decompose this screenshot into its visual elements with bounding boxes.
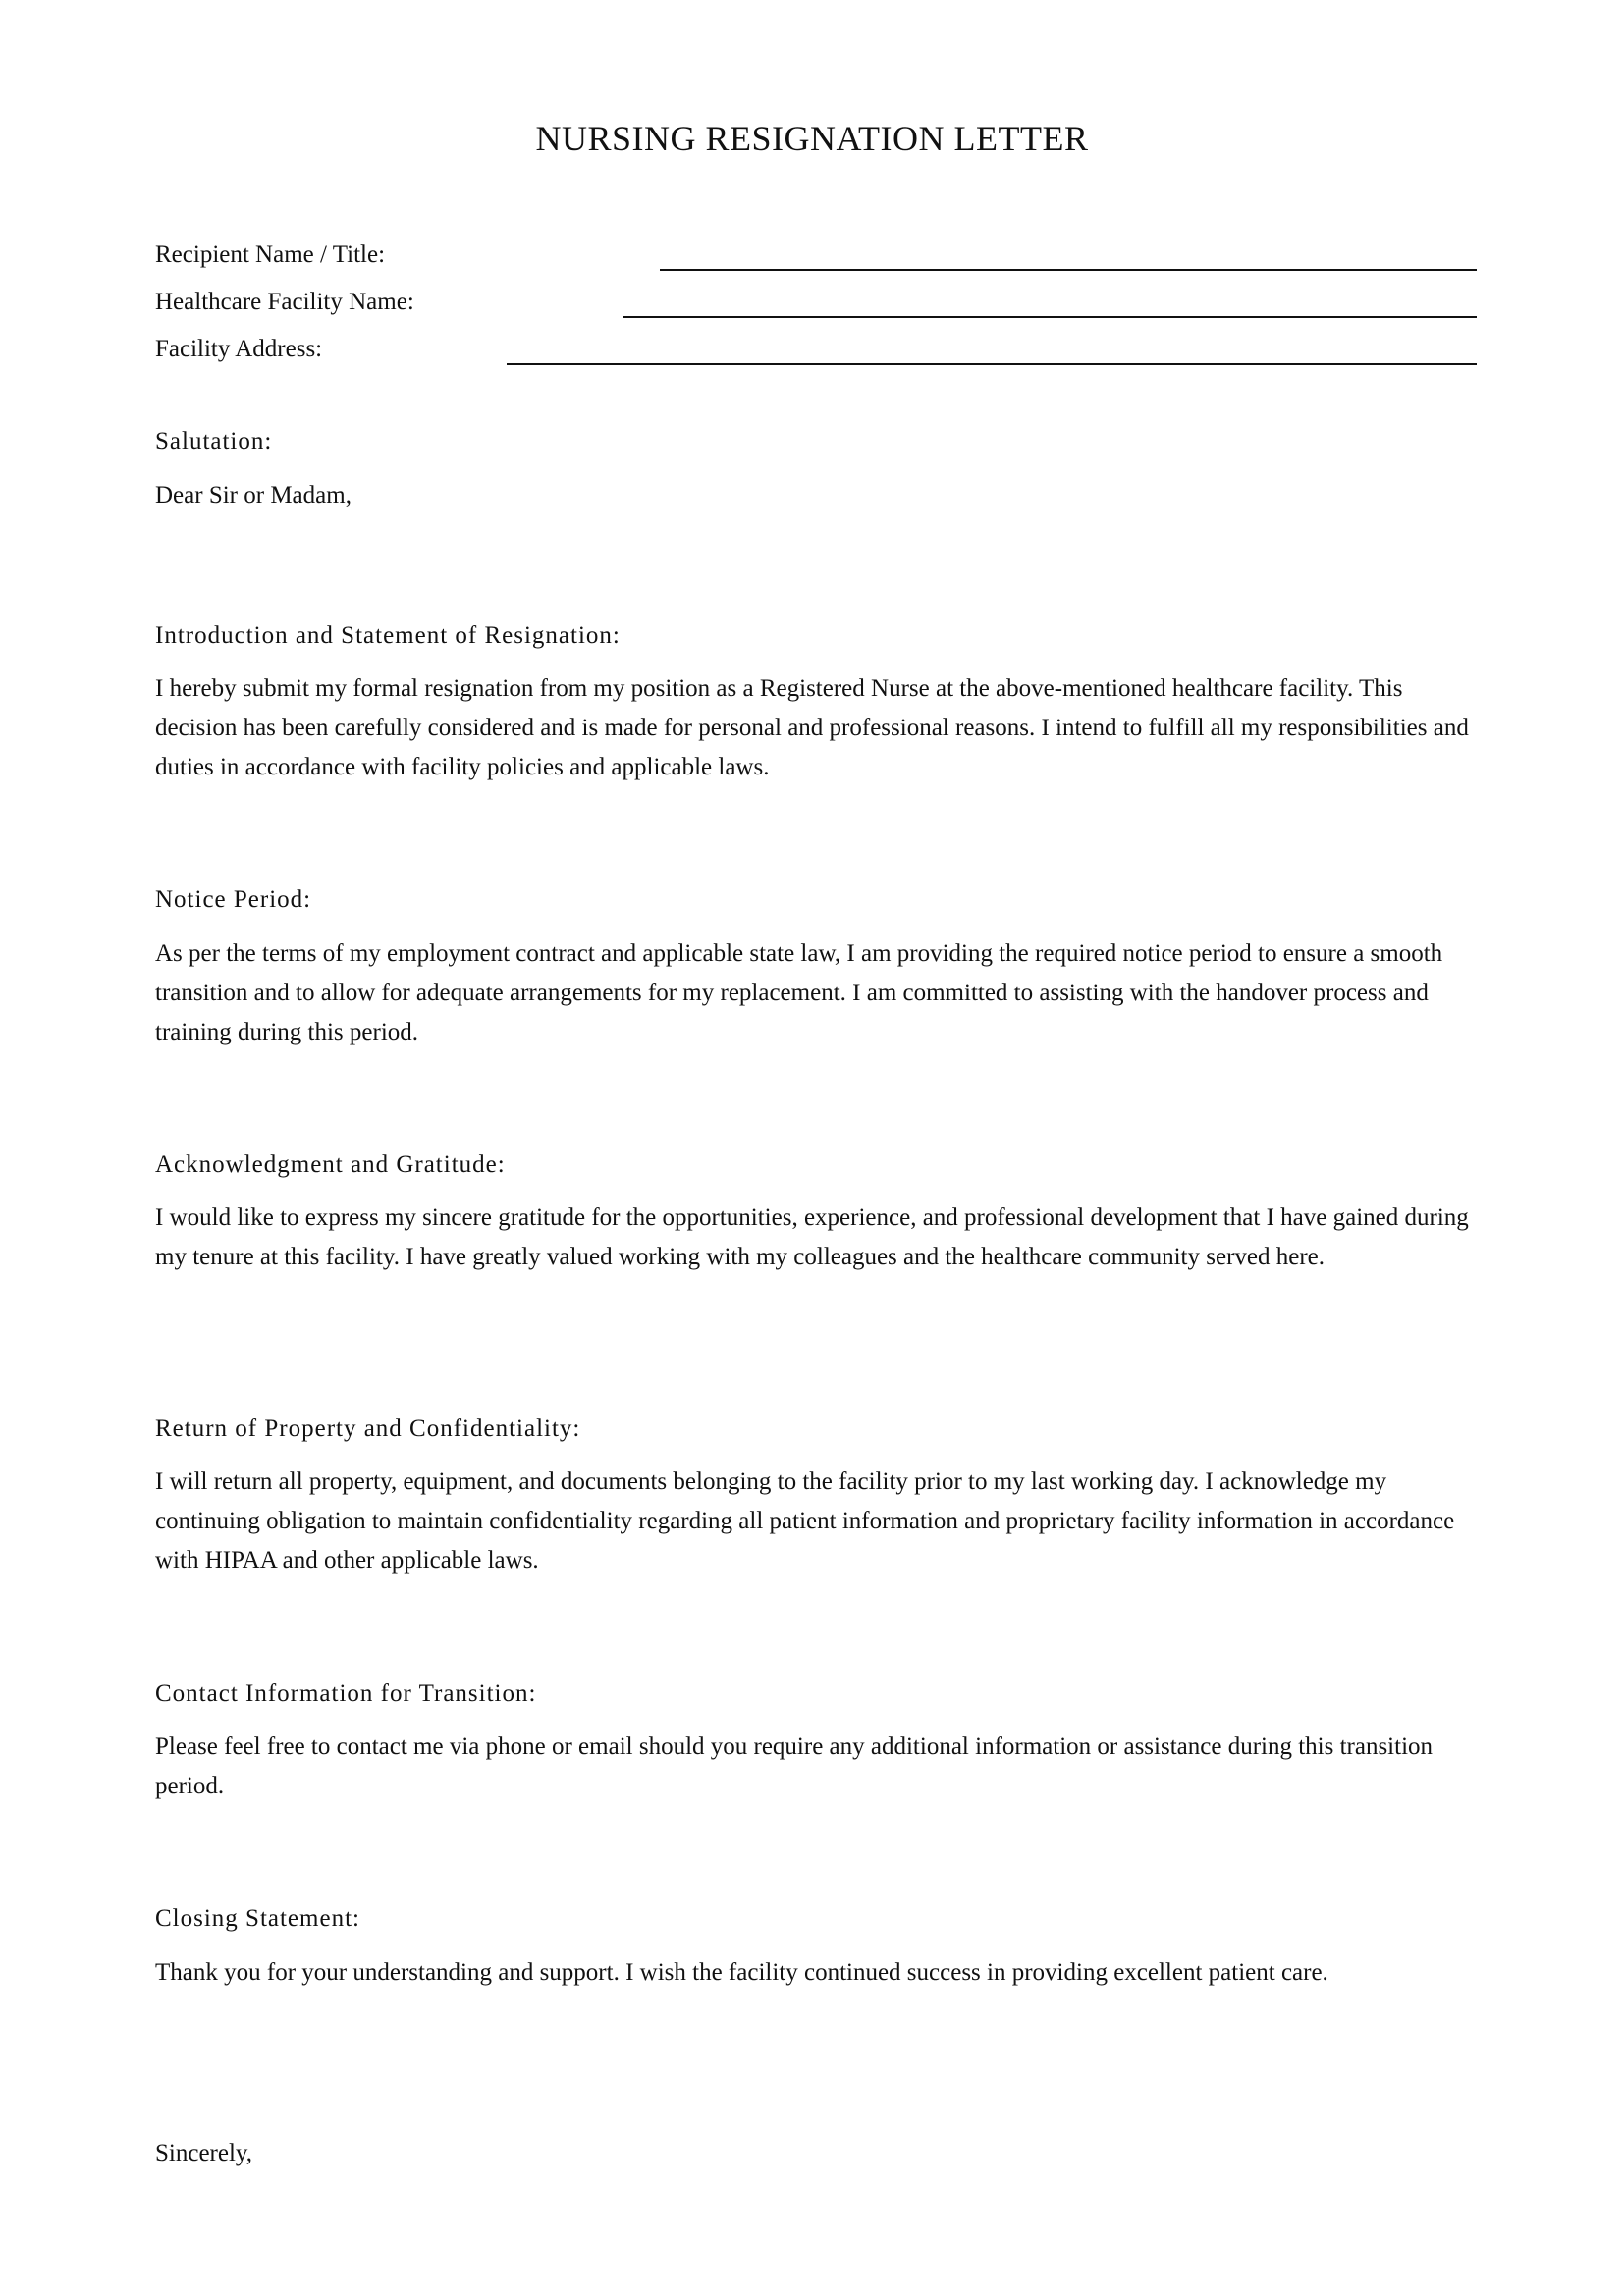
section-heading-closing-statement: Closing Statement:	[155, 1905, 360, 1932]
facility-name-field	[155, 283, 1477, 322]
section-text-acknowledgment: I would like to express my sincere gratitude for the opportunities, experience, and professional development that I have gained during my tenure at this facility. I have greatly valued working with my colleagues and the healthcare community served here.	[155, 1204, 1469, 1270]
facility-address-field	[155, 330, 1477, 369]
section-heading-return-of-property: Return of Property and Confidentiality:	[155, 1415, 581, 1442]
section-heading-acknowledgment: Acknowledgment and Gratitude:	[155, 1151, 506, 1178]
facility-address-label: Facility Address:	[155, 336, 323, 362]
facility-name-label: Healthcare Facility Name:	[155, 289, 414, 315]
salutation-text: Dear Sir or Madam,	[155, 482, 352, 508]
closing-signoff: Sincerely,	[155, 2140, 253, 2166]
facility-name-blank-line[interactable]	[623, 316, 1477, 318]
section-heading-notice-period: Notice Period:	[155, 886, 312, 913]
page-title: NURSING RESIGNATION LETTER	[535, 119, 1089, 158]
section-text-notice-period: As per the terms of my employment contract and applicable state law, I am providing the required notice period to ensure a smooth transition and to allow for adequate arrangements for my replacement. I am committed to assisting with the handover process and training during this period.	[155, 940, 1443, 1045]
section-text-return-of-property: I will return all property, equipment, and documents belonging to the facility prior to my last working day. I acknowledge my continuing obligation to maintain confidentiality regarding all patient information and proprietary facility information in accordance with HIPAA and other applicable laws.	[155, 1468, 1455, 1574]
recipient-label: Recipient Name / Title:	[155, 241, 386, 268]
facility-address-blank-line[interactable]	[507, 363, 1477, 365]
section-text-contact-information: Please feel free to contact me via phone or email should you require any additional information or assistance during this transition period.	[155, 1734, 1434, 1799]
section-heading-introduction: Introduction and Statement of Resignation:	[155, 622, 621, 649]
recipient-blank-line[interactable]	[660, 269, 1477, 271]
salutation-heading: Salutation:	[155, 428, 273, 454]
section-heading-contact-information: Contact Information for Transition:	[155, 1681, 537, 1707]
section-text-introduction: I hereby submit my formal resignation from my position as a Registered Nurse at the above-mentioned healthcare facility. This decision has been carefully considered and is made for personal and professional reasons. I intend to fulfill all my responsibilities and duties in accordance with facility policies and applicable laws.	[155, 675, 1469, 780]
recipient-field	[155, 236, 1477, 275]
section-text-closing-statement: Thank you for your understanding and support. I wish the facility continued success in providing excellent patient care.	[155, 1959, 1328, 1986]
